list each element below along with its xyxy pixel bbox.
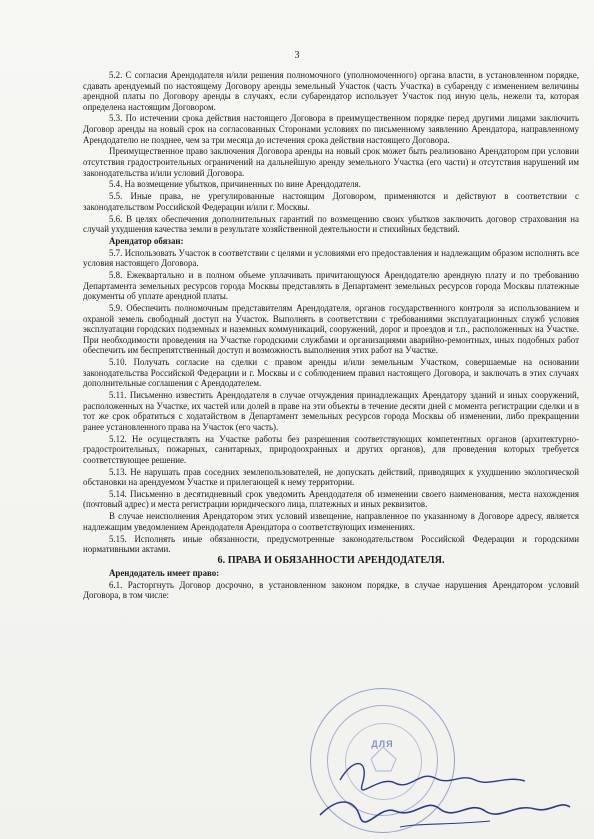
clause-5-9: 5.9. Обеспечить полномочным представителям Арендодателя, органов государственного контроля за использованием и охраной земель свободный доступ на Участок. Выполнять в соответствии с требованиями эксплуатационных служб условия эксплуатации городских подземных и наземных коммуникаций, сооружений, дорог и проездов и т.п., расположенных на Участке. При необходимости проведения на Участке городскими службами и организациями аварийно-ремонтных, иных подобных работ обеспечить им беспрепятственный доступ и возможность выполнения этих работ на Участке. <box>83 303 579 356</box>
section-6-title: 6. ПРАВА И ОБЯЗАННОСТИ АРЕНДОДАТЕЛЯ. <box>217 555 445 567</box>
lessor-rights-heading: Арендодатель имеет право: <box>109 567 220 578</box>
handwritten-signature <box>300 745 580 835</box>
page-number: 3 <box>294 50 300 61</box>
clause-5-12: 5.12. Не осуществлять на Участке работы без разрешения соответствующих компетентных органов (архитектурно-градостроительных, пожарных, санитарных, природоохранных и других органов), для проведения которых требуется соответствующее решение. <box>83 433 579 465</box>
clause-5-3-preemptive-right: Преимущественное право заключения Договора аренды на новый срок может быть реализовано Арендатором при условии отсутствия градостроительных ограничений на дальнейшую аренду земельного Участка (его части) и отсутствия нарушений им законодательства и/или условий Договора. <box>83 146 579 178</box>
tenant-obligations-heading: Арендатор обязан: <box>109 235 184 246</box>
clause-5-6: 5.6. В целях обеспечения дополнительных гарантий по возмещению своих убытков заключить договор страхования на случай ухудшения качества земли в результате хозяйственной деятельности и стихийных бедствий. <box>83 213 579 235</box>
clause-6-1: 6.1. Расторгнуть Договор досрочно, в установленном законом порядке, в случае нарушения Арендатором условий Договора, в том числе: <box>83 579 579 601</box>
document-body <box>83 70 579 602</box>
clause-5-8: 5.8. Ежеквартально и в полном объеме уплачивать причитающуюся Арендодателю арендную плату и по требованию Департамента земельных ресурсов города Москвы представлять в Департамент земельных ресурсов города Москвы платежные документы об уплате арендной платы. <box>83 270 579 302</box>
clause-5-14: 5.14. Письменно в десятидневный срок уведомить Арендодателя об изменении своего наименования, места нахождения (почтовый адрес) и места регистрации юридического лица, платежных и иных реквизитов. <box>83 488 579 510</box>
clause-5-13: 5.13. Не нарушать прав соседних землепользователей, не допускать действий, приводящих к ухудшению экологической обстановки на арендуемом Участке и прилегающей к нему территории. <box>83 466 579 488</box>
clause-5-11: 5.11. Письменно известить Арендодателя в случае отчуждения принадлежащих Арендатору зданий и иных сооружений, расположенных на Участке, их частей или долей в праве на эти объекты в течение десяти дней с момента регистрации сделки и в тот же срок обратиться с ходатайством в Департамент земельных ресурсов города Москвы об изменении, либо прекращении ранее установленного права на Участок (его часть). <box>83 390 579 432</box>
clause-5-15: 5.15. Исполнять иные обязанности, предусмотренные законодательством Российской Федерации и городскими нормативными актами. <box>83 533 579 555</box>
clause-5-7: 5.7. Использовать Участок в соответствии с целями и условиями его предоставления и надлежащим образом исполнять все условия настоящего Договора. <box>83 247 579 269</box>
clause-5-2: 5.2. С согласия Арендодателя и/или решения полномочного (уполномоченного) органа власти, в установленном порядке, сдавать арендуемый по настоящему Договору аренды земельный Участок (часть Участка) в субаренду с изменением величины арендной платы по Договору аренды в случаях, если субарендатор использует Участок под иную цель, нежели та, которая определена настоящим Договором. <box>83 70 579 112</box>
clause-5-3: 5.3. По истечении срока действия настоящего Договора в преимущественном порядке перед другими лицами заключить Договор аренды на новый срок на согласованных Сторонами условиях по письменному заявлению Арендатора, направленному Арендодателю не позднее, чем за три месяца до истечения срока действия настоящего Договора. <box>83 113 579 145</box>
official-stamp <box>310 688 455 833</box>
clause-5-14-notice: В случае неисполнения Арендатором этих условий извещение, направленное по указанному в Договоре адресу, является надлежащим уведомлением Арендодателя Арендатора о соответствующих изменениях. <box>83 511 579 532</box>
clause-5-4: 5.4. На возмещение убытков, причиненных по вине Арендодателя. <box>109 179 361 190</box>
clause-5-10: 5.10. Получать согласие на сделки с правом аренды и/или земельным Участком, совершаемые на основании законодательства Российской Федерации и г. Москвы и с соблюдением правил настоящего Договора, и заключать в этих случаях дополнительные соглашения с Арендодателем. <box>83 357 579 389</box>
stamp-text: ДЛЯ <box>371 739 394 749</box>
stamp-emblem-icon <box>311 689 456 834</box>
clause-5-5: 5.5. Иные права, не урегулированные настоящим Договором, применяются и действуют в соответствии с законодательством Российской Федерации и/или г. Москвы. <box>83 191 579 212</box>
